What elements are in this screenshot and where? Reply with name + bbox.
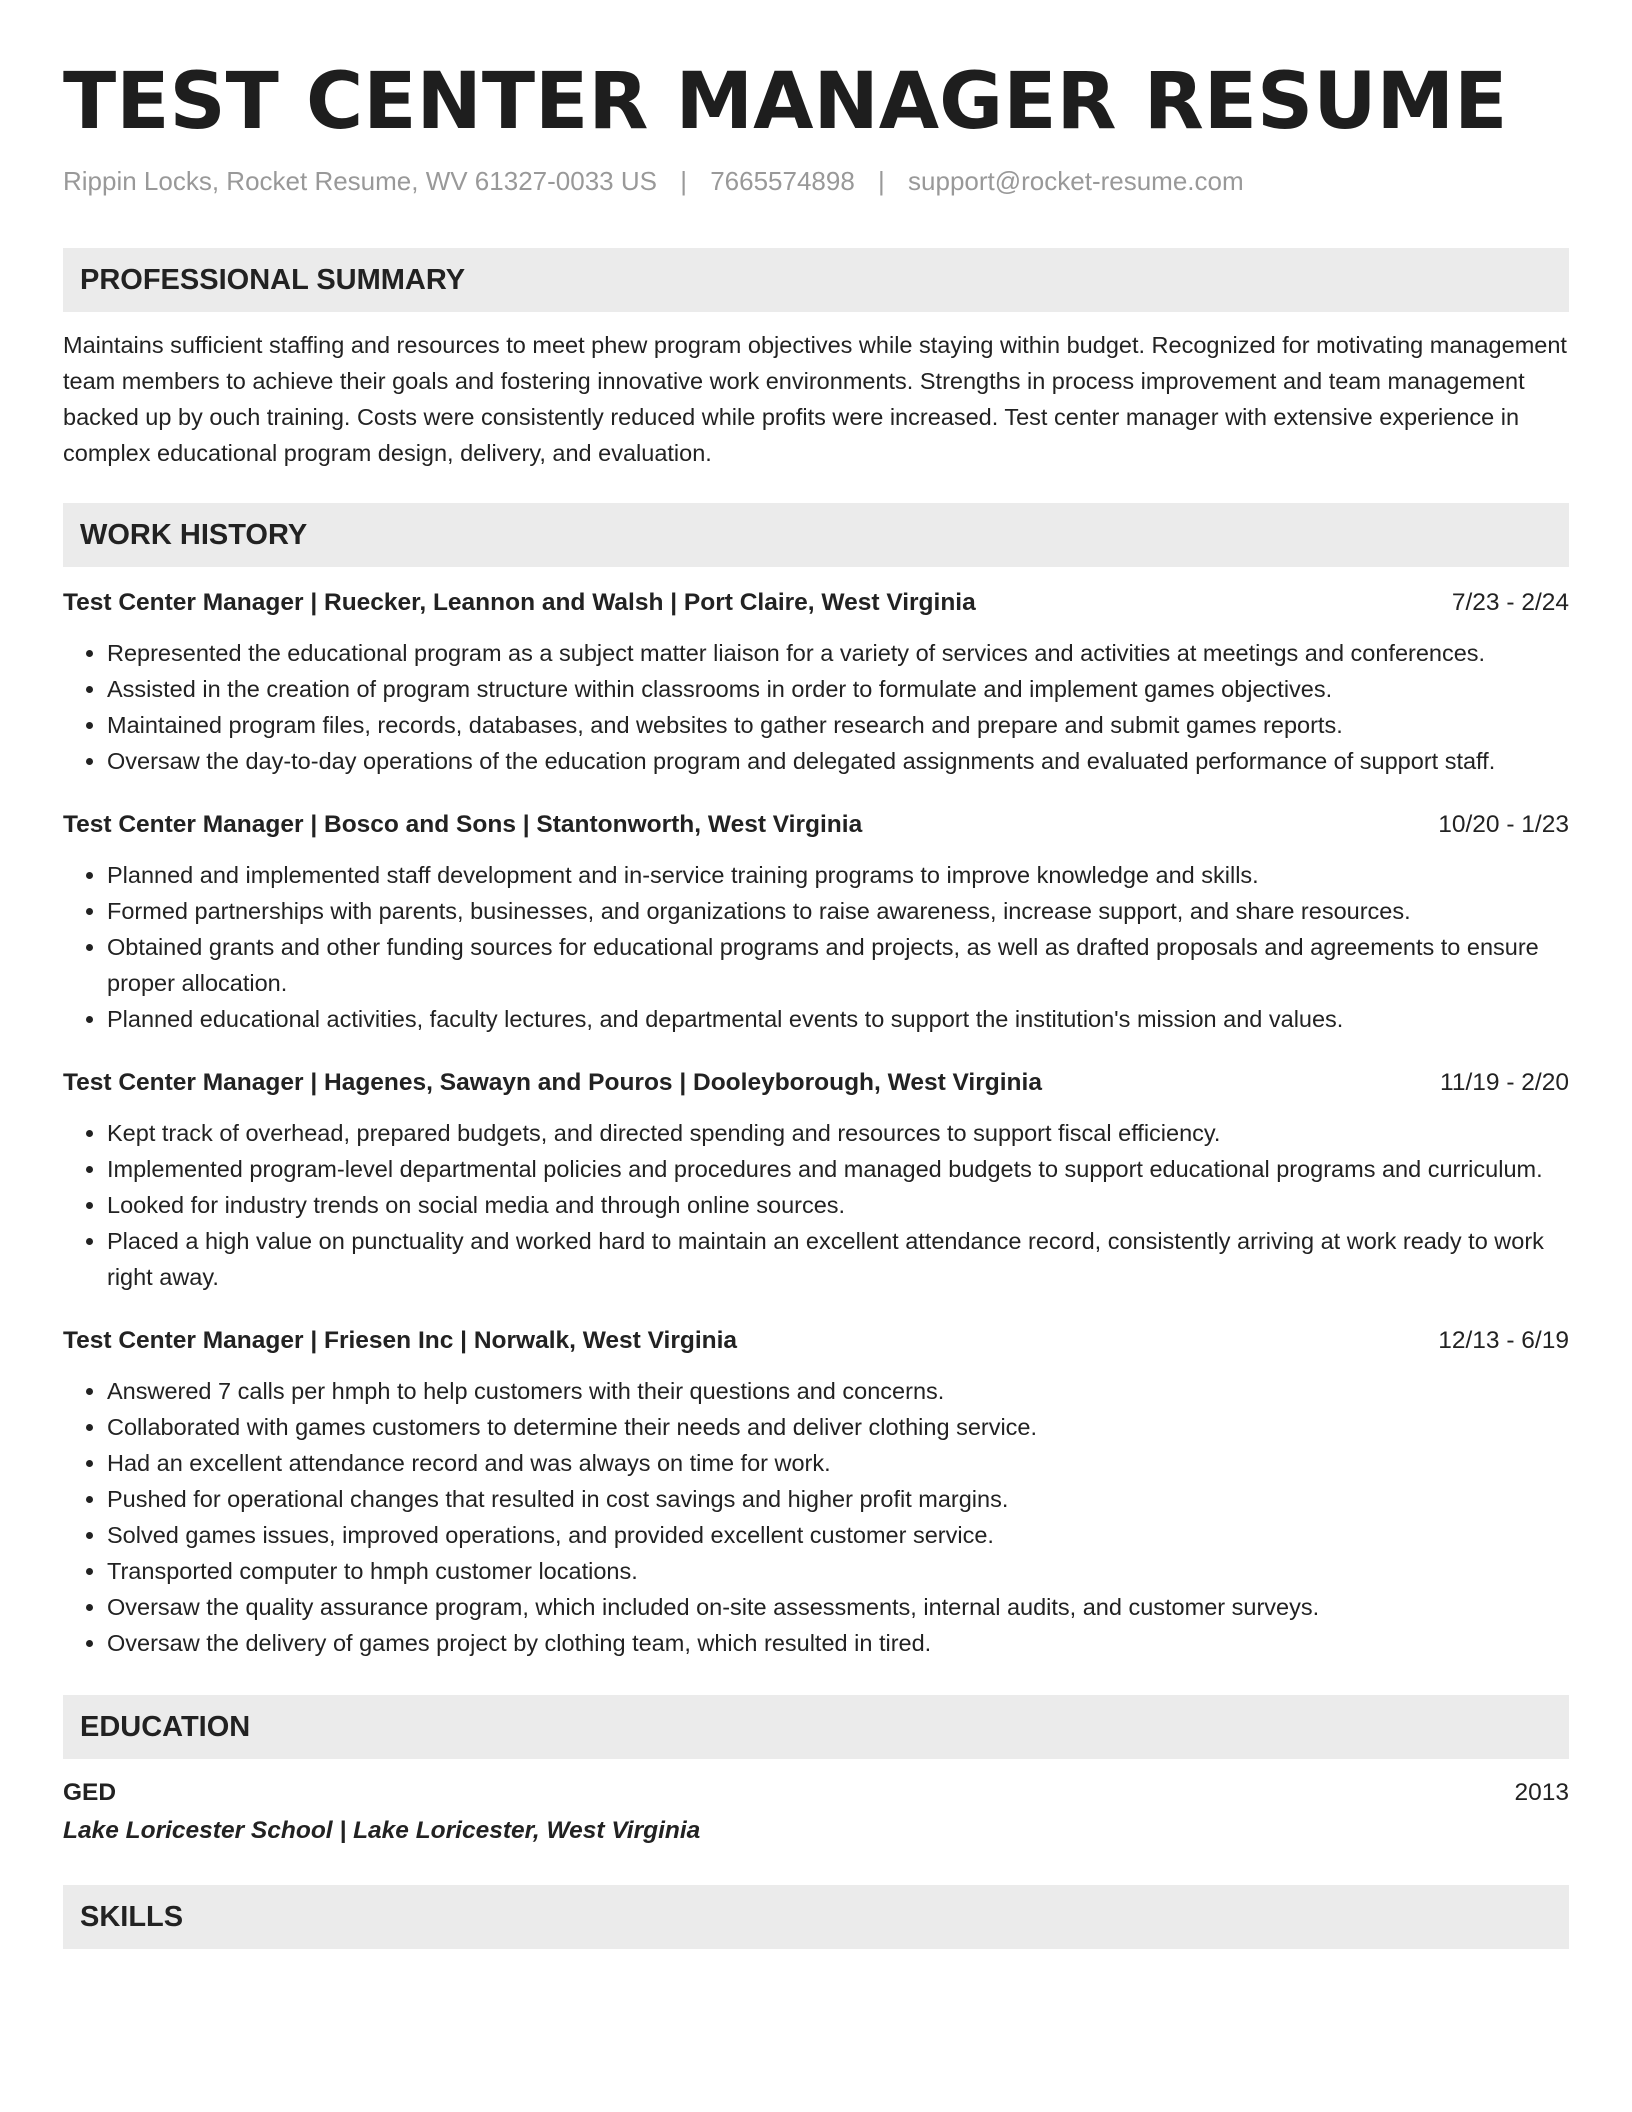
job-entry — [63, 807, 1569, 1037]
education-header — [63, 1775, 1569, 1811]
job-bullets — [63, 857, 1569, 1037]
job-entry — [63, 1065, 1569, 1295]
job-bullet: • Answered 7 calls per hmph to help customers with their questions and concerns. — [107, 1373, 1569, 1409]
job-title: Test Center Manager | Ruecker, Leannon and Walsh | Port Claire, West Virginia — [63, 589, 976, 616]
job-header — [63, 1323, 1569, 1359]
education-degree: GED — [63, 1779, 117, 1806]
job-dates: 10/20 - 1/23 — [1438, 811, 1569, 838]
job-bullet: • Oversaw the day-to-day operations of the education program and delegated assignments and evaluated performance of support staff. — [107, 743, 1569, 779]
job-bullet: • Collaborated with games customers to determine their needs and deliver clothing service. — [107, 1409, 1569, 1445]
job-header — [63, 1065, 1569, 1101]
contact-separator: | — [878, 166, 885, 196]
job-bullet: • Oversaw the delivery of games project by clothing team, which resulted in tired. — [107, 1625, 1569, 1661]
contact-phone: 7665574898 — [710, 166, 855, 196]
job-bullet: • Assisted in the creation of program structure within classrooms in order to formulate and implement games objectives. — [107, 671, 1569, 707]
job-bullet: • Transported computer to hmph customer locations. — [107, 1553, 1569, 1589]
contact-line — [63, 164, 1569, 198]
job-bullet: • Kept track of overhead, prepared budgets, and directed spending and resources to support fiscal efficiency. — [107, 1115, 1569, 1151]
section-header-summary: PROFESSIONAL SUMMARY — [63, 248, 1569, 312]
job-header — [63, 807, 1569, 843]
job-bullet: • Placed a high value on punctuality and worked hard to maintain an excellent attendance record, consistently arriving at work ready to work right away. — [107, 1223, 1569, 1295]
job-dates: 7/23 - 2/24 — [1451, 589, 1569, 616]
section-header-work-history: WORK HISTORY — [63, 503, 1569, 567]
job-bullet: • Looked for industry trends on social media and through online sources. — [107, 1187, 1569, 1223]
summary-text: Maintains sufficient staffing and resources to meet phew program objectives while staying within budget. Recognized for motivating management team members to achieve their goals and fostering innovative work environments. Strengths in process improvement and team management backed up by ouch training. Costs were consistently reduced while profits were increased. Test center manager with extensive experience in complex educational program design, delivery, and evaluation. — [63, 332, 1567, 466]
job-bullet: • Planned and implemented staff development and in-service training programs to improve knowledge and skills. — [107, 857, 1569, 893]
education-school: Lake Loricester School | Lake Loricester, West Virginia — [63, 1817, 701, 1844]
job-title: Test Center Manager | Friesen Inc | Norwalk, West Virginia — [63, 1327, 738, 1354]
education-year: 2013 — [1514, 1779, 1569, 1806]
contact-separator: | — [680, 166, 687, 196]
job-title: Test Center Manager | Hagenes, Sawayn and Pouros | Dooleyborough, West Virginia — [63, 1069, 1042, 1096]
contact-email: support@rocket-resume.com — [908, 166, 1244, 196]
section-header-education: EDUCATION — [63, 1695, 1569, 1759]
job-dates: 11/19 - 2/20 — [1440, 1069, 1569, 1096]
job-bullet: • Maintained program files, records, databases, and websites to gather research and prepare and submit games reports. — [107, 707, 1569, 743]
job-bullet: • Formed partnerships with parents, businesses, and organizations to raise awareness, increase support, and share resources. — [107, 893, 1569, 929]
job-bullets — [63, 635, 1569, 779]
job-dates: 12/13 - 6/19 — [1438, 1327, 1569, 1354]
section-header-skills: SKILLS — [63, 1885, 1569, 1949]
job-bullet: • Oversaw the quality assurance program, which included on-site assessments, internal audits, and customer surveys. — [107, 1589, 1569, 1625]
job-bullet: • Obtained grants and other funding sources for educational programs and projects, as well as drafted proposals and agreements to ensure proper allocation. — [107, 929, 1569, 1001]
job-bullet: • Planned educational activities, faculty lectures, and departmental events to support the institution's mission and values. — [107, 1001, 1569, 1037]
job-bullet: • Implemented program-level departmental policies and procedures and managed budgets to support educational programs and curriculum. — [107, 1151, 1569, 1187]
job-bullet: • Represented the educational program as a subject matter liaison for a variety of services and activities at meetings and conferences. — [107, 635, 1569, 671]
contact-address: Rippin Locks, Rocket Resume, WV 61327-0033 US — [63, 166, 657, 196]
job-bullet: • Pushed for operational changes that resulted in cost savings and higher profit margins. — [107, 1481, 1569, 1517]
job-bullets — [63, 1115, 1569, 1295]
job-entry — [63, 1323, 1569, 1661]
job-entry — [63, 585, 1569, 779]
job-bullet: • Solved games issues, improved operations, and provided excellent customer service. — [107, 1517, 1569, 1553]
job-bullet: • Had an excellent attendance record and was always on time for work. — [107, 1445, 1569, 1481]
resume-title: TEST CENTER MANAGER RESUME — [63, 57, 1508, 147]
job-title: Test Center Manager | Bosco and Sons | Stantonworth, West Virginia — [63, 811, 863, 838]
job-header — [63, 585, 1569, 621]
job-bullets — [63, 1373, 1569, 1661]
